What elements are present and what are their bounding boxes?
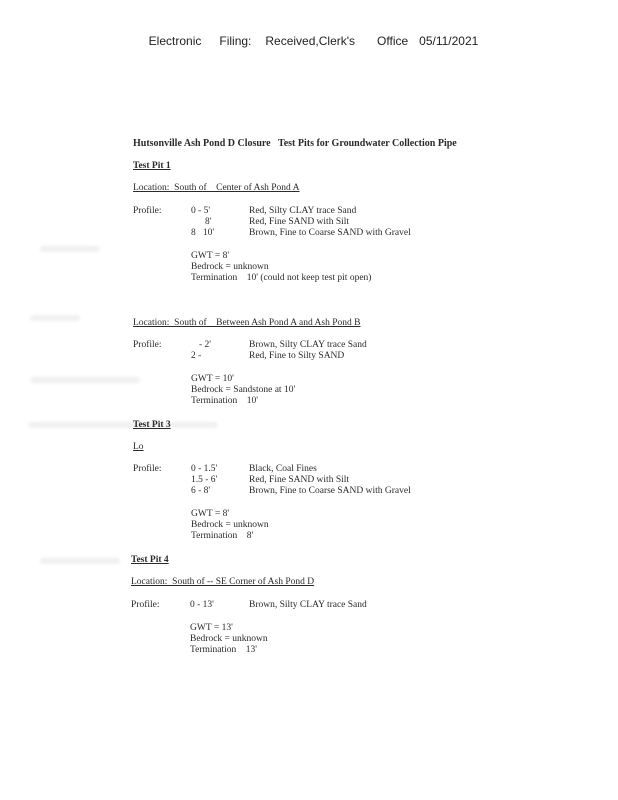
test-pit-1-profile-label: Profile: [133, 206, 162, 216]
test-pit-4-bedrock: Bedrock = unknown [190, 634, 268, 644]
test-pit-1-location: Location: South of Center of Ash Pond A [133, 183, 300, 193]
test-pit-2-profile-label: Profile: [133, 340, 162, 350]
profile-depth: 8 10' [191, 228, 215, 238]
test-pit-3-gwt: GWT = 8' [191, 509, 230, 519]
test-pit-4-location: Location: South of -- SE Corner of Ash Pond D [131, 577, 315, 587]
profile-description: Red, Fine SAND with Silt [249, 217, 350, 227]
profile-description: Red, Fine to Silty SAND [249, 351, 345, 361]
scan-smudge [40, 246, 100, 252]
profile-description: Brown, Silty CLAY trace Sand [249, 600, 367, 610]
test-pit-1-heading: Test Pit 1 [133, 161, 171, 171]
profile-depth: - 2' [199, 340, 212, 350]
header-received: Received,Clerk's [265, 34, 356, 48]
profile-description: Red, Fine SAND with Silt [249, 475, 350, 485]
profile-description: Brown, Fine to Coarse SAND with Gravel [249, 228, 411, 238]
profile-depth: 0 - 5' [191, 206, 211, 216]
test-pit-4-gwt: GWT = 13' [190, 623, 233, 633]
test-pit-2-location: Location: South of Between Ash Pond A and Ash Pond B [133, 318, 361, 328]
header-office: Office [377, 34, 409, 48]
test-pit-4-termination: Termination 13' [190, 645, 258, 655]
profile-description: Black, Coal Fines [249, 464, 317, 474]
profile-depth: 0 - 1.5' [191, 464, 218, 474]
test-pit-2-termination: Termination 10' [191, 396, 259, 406]
header-electronic: Electronic [148, 34, 202, 48]
profile-depth: 1.5 - 6' [191, 475, 218, 485]
header-date: 05/11/2021 [419, 34, 479, 48]
profile-depth: 6 - 8' [191, 486, 211, 496]
scan-smudge [30, 315, 80, 321]
profile-description: Brown, Silty CLAY trace Sand [249, 340, 367, 350]
test-pit-1-termination: Termination 10' (could not keep test pit open) [191, 273, 372, 283]
test-pit-4-profile-label: Profile: [131, 600, 160, 610]
test-pit-3-location: Lo [133, 442, 144, 452]
test-pit-3-profile-label: Profile: [133, 464, 162, 474]
test-pit-4-heading: Test Pit 4 [131, 555, 169, 565]
profile-description: Red, Silty CLAY trace Sand [249, 206, 357, 216]
test-pit-3-heading: Test Pit 3 [133, 420, 171, 430]
test-pit-3-bedrock: Bedrock = unknown [191, 520, 269, 530]
profile-description: Brown, Fine to Coarse SAND with Gravel [249, 486, 411, 496]
profile-depth: 2 - [191, 351, 202, 361]
scan-smudge [28, 422, 218, 428]
document-title: Hutsonville Ash Pond D Closure Test Pits for Groundwater Collection Pipe [133, 138, 457, 149]
test-pit-2-gwt: GWT = 10' [191, 374, 234, 384]
test-pit-3-termination: Termination 8' [191, 531, 254, 541]
profile-depth: 0 - 13' [190, 600, 214, 610]
test-pit-1-gwt: GWT = 8' [191, 251, 230, 261]
test-pit-1-bedrock: Bedrock = unknown [191, 262, 269, 272]
header-filing: Filing: [219, 34, 252, 48]
scan-smudge [30, 377, 140, 383]
test-pit-2-bedrock: Bedrock = Sandstone at 10' [191, 385, 296, 395]
profile-depth: 8' [205, 217, 212, 227]
scan-smudge [40, 558, 120, 564]
